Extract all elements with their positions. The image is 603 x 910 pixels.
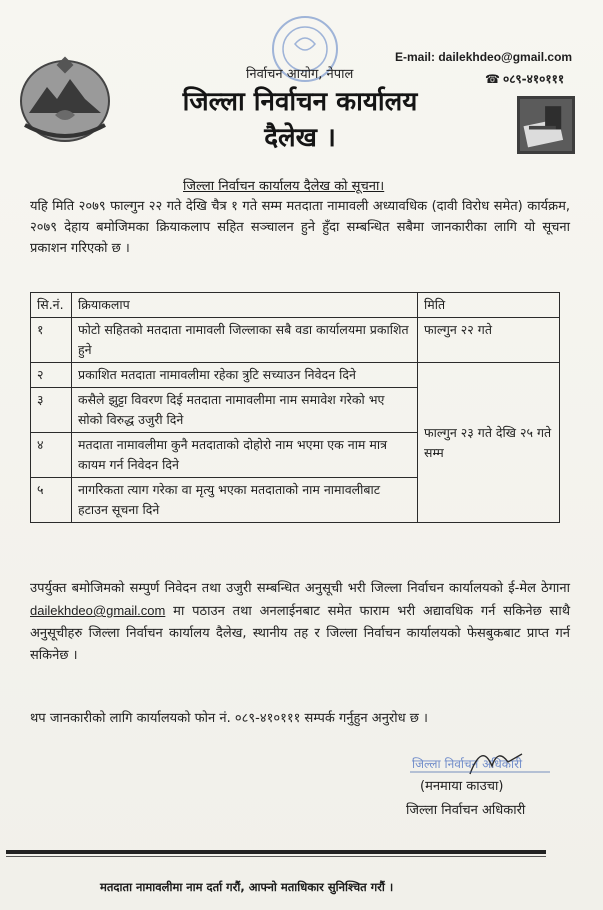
row-activity: प्रकाशित मतदाता नामावलीमा रहेका त्रुटि सच्याउन निवेदन दिने bbox=[71, 363, 417, 388]
table-row bbox=[31, 318, 560, 363]
ballot-box-logo-icon bbox=[517, 96, 575, 154]
row-activity: नागरिकता त्याग गरेका वा मृत्यु भएका मतदाताको नाम नामावलीबाट हटाउन सूचना दिने bbox=[71, 478, 417, 523]
nepal-government-emblem-icon bbox=[15, 55, 115, 145]
instructions-paragraph bbox=[30, 578, 570, 667]
table-header-row bbox=[31, 293, 560, 318]
row-sn: ५ bbox=[31, 478, 72, 523]
row-date: फाल्गुन २२ गते bbox=[418, 318, 560, 363]
header-sn: सि.नं. bbox=[31, 293, 72, 318]
signature-stamp-icon bbox=[400, 740, 560, 780]
row-sn: २ bbox=[31, 363, 72, 388]
intro-paragraph: यहि मिति २०७९ फाल्गुन २२ गते देखि चैत्र १ गते सम्म मतदाता नामावली अध्यावधिक (दावी विरोध समेत) कार्यक्रम, २०७९ देहाय बमोजिमका क्रियाकलाप सहित सञ्चालन हुने हुँदा सम्बन्धित सबैमा जानकारीका लागि यो सूचना प्रकाशन गरिएको छ । bbox=[30, 199, 570, 256]
activities-table bbox=[30, 292, 560, 523]
office-name-title: जिल्ला निर्वाचन कार्यालय bbox=[182, 87, 418, 117]
merged-date-cell: फाल्गुन २३ गते देखि २५ गते सम्म bbox=[418, 363, 560, 523]
signature-stamp-text: जिल्ला निर्वाचन अधिकारी bbox=[412, 757, 523, 771]
signatory-name: (मनमाया काउचा) bbox=[420, 779, 504, 794]
footer-slogan: मतदाता नामावलीमा नाम दर्ता गरौं, आफ्नो मताधिकार सुनिश्चित गरौं । bbox=[100, 880, 394, 894]
signatory-title: जिल्ला निर्वाचन अधिकारी bbox=[406, 803, 526, 818]
table-row bbox=[31, 363, 560, 388]
email-address[interactable]: E-mail: dailekhdeo@gmail.com bbox=[395, 50, 573, 64]
footer-divider bbox=[6, 850, 546, 854]
row-activity: फोटो सहितको मतदाता नामावली जिल्लाका सबै वडा कार्यालयमा प्रकाशित हुने bbox=[71, 318, 417, 363]
row-sn: ३ bbox=[31, 388, 72, 433]
notice-heading: जिल्ला निर्वाचन कार्यालय दैलेख को सूचना। bbox=[183, 179, 385, 194]
phone-number bbox=[485, 70, 564, 87]
row-activity: मतदाता नामावलीमा कुनै मतदाताको दोहोरो नाम भएमा एक नाम मात्र कायम गर्न निवेदन दिने bbox=[71, 433, 417, 478]
footer-divider-thin bbox=[6, 856, 546, 857]
row-activity: कसैले झुट्टा विवरण दिई मतदाता नामावलीमा नाम समावेश गरेको भए सोको विरुद्ध उजुरी दिने bbox=[71, 388, 417, 433]
header-date: मिति bbox=[418, 293, 560, 318]
instructions-text-1: उपर्युक्त बमोजिमको सम्पुर्ण निवेदन तथा उजुरी सम्बन्धित अनुसूची भरी जिल्ला निर्वाचन कार्यालयको ई-मेल ठेगाना bbox=[30, 581, 570, 596]
row-sn: १ bbox=[31, 318, 72, 363]
commission-line: निर्वाचन आयोग, नेपाल bbox=[246, 67, 354, 82]
header-activity: क्रियाकलाप bbox=[71, 293, 417, 318]
phone-number-text: ०८९-४१०१११ bbox=[502, 72, 565, 86]
contact-paragraph: थप जानकारीको लागि कार्यालयको फोन नं. ०८९-४१०१११ सम्पर्क गर्नुहुन अनुरोध छ । bbox=[30, 711, 428, 726]
district-title: दैलेख । bbox=[264, 123, 336, 153]
phone-icon: ☎ bbox=[485, 72, 500, 86]
email-link[interactable]: dailekhdeo@gmail.com bbox=[30, 603, 166, 618]
row-sn: ४ bbox=[31, 433, 72, 478]
instructions-text-2: मा पठाउन तथा अनलाईनबाट समेत फाराम भरी अद्यावधिक गर्न सकिनेछ साथै अनुसूचीहरु जिल्ला निर्वाचन कार्यालय दैलेख, स्थानीय तह र जिल्ला निर्वाचन कार्यालयको फेसबुकबाट प्राप्त गर्न सकिनेछ । bbox=[30, 604, 570, 663]
